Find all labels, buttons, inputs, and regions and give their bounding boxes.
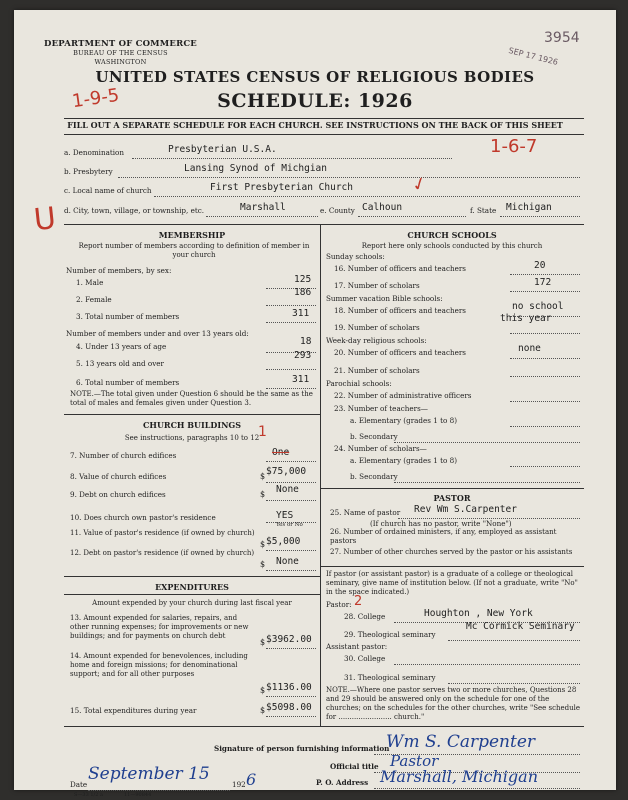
q21-label: 21. Number of scholars <box>334 366 420 375</box>
q8-label: 8. Value of church edifices <box>70 472 167 481</box>
church-name-label: c. Local name of church <box>64 186 152 195</box>
q18-value-line2: this year <box>500 313 552 324</box>
q18-value: no school <box>512 301 564 312</box>
q9-label: 9. Debt on church edifices <box>70 490 166 499</box>
q11-label: 11. Value of pastor's residence (if owned by church) <box>70 529 255 537</box>
college-value: Houghton , New York <box>424 608 533 619</box>
handwritten-code-left: 1-9-5 <box>70 84 121 113</box>
presbytery-label: b. Presbytery <box>64 167 113 176</box>
q15-label: 15. Total expenditures during year <box>70 706 197 715</box>
pastor-note: NOTE.—Where one pastor serves two or more churches, Questions 28 and 29 should be answered only on the schedule for one of the churches; on the schedules for the other churches, write "See schedule for ........................ church." <box>326 686 581 721</box>
q20-label: 20. Number of officers and teachers <box>334 348 466 357</box>
q23a-label: a. Elementary (grades 1 to 8) <box>350 416 457 425</box>
q11-value: $5,000 <box>266 536 301 547</box>
instructions-line: FILL OUT A SEPARATE SCHEDULE FOR EACH CHURCH. SEE INSTRUCTIONS ON THE BACK OF THIS SHEET <box>67 120 563 130</box>
q19-label: 19. Number of scholars <box>334 323 420 332</box>
parochial-label: Parochial schools: <box>326 379 392 388</box>
q1-value: 125 <box>294 274 312 285</box>
q6-value: 311 <box>292 374 310 385</box>
q14-label: 14. Amount expended for benevolences, including home and foreign missions; for denominational support; and for all other purposes <box>70 652 248 678</box>
seminary-value: Mc Cormick Seminary <box>466 621 575 632</box>
q18-label: 18. Number of officers and teachers <box>334 306 466 315</box>
red-check-mark: ✓ <box>408 172 431 197</box>
received-stamp-number: 3954 <box>544 30 580 46</box>
q20-value: none <box>518 343 541 354</box>
form-number: S—33 1/2 a <box>74 792 103 798</box>
q26-label: 26. Number of ordained ministers, if any, employed as assistant pastors <box>330 528 557 545</box>
denomination-label: a. Denomination <box>64 148 124 157</box>
sunday-label: Sunday schools: <box>326 252 385 261</box>
handwritten-code-right: 1-6-7 <box>490 136 538 157</box>
handwritten-two: 2 <box>354 594 363 609</box>
expenditures-sub: Amount expended by your church during last fiscal year <box>92 599 292 607</box>
q14-value: $1136.00 <box>266 682 312 693</box>
q7-value: One <box>272 447 290 458</box>
rule <box>64 134 584 135</box>
q9-value: None <box>276 484 299 495</box>
q28-label: 28. College <box>344 612 386 621</box>
official-title-value: Pastor <box>390 752 439 770</box>
buildings-title: CHURCH BUILDINGS <box>143 420 241 430</box>
department-heading: DEPARTMENT OF COMMERCE BUREAU OF THE CENSUS WASHINGTON <box>44 39 197 66</box>
q31-label: 31. Theological seminary <box>344 673 436 682</box>
q23b-label: b. Secondary <box>350 432 398 441</box>
city-label: d. City, town, village, or township, etc. <box>64 206 205 215</box>
summer-label: Summer vacation Bible schools: <box>326 294 443 303</box>
q17-value: 172 <box>534 277 552 288</box>
schools-intro: Report here only schools conducted by this church <box>361 242 543 250</box>
weekday-label: Week-day religious schools: <box>326 336 427 345</box>
presbytery-value: Lansing Synod of Michgian <box>184 163 327 174</box>
q12-value: None <box>276 556 299 567</box>
q5-value: 293 <box>294 350 312 361</box>
q2-value: 186 <box>294 287 312 298</box>
q13-label: 13. Amount expended for salaries, repairs, and other running expenses; for improvements or new buildings; and for payments on church debt <box>70 614 249 640</box>
schools-title: CHURCH SCHOOLS <box>407 230 497 240</box>
q25-hint: (If church has no pastor, write "None") <box>370 519 512 528</box>
q24b-label: b. Secondary <box>350 472 398 481</box>
received-stamp-date: SEP 17 1926 <box>507 46 559 67</box>
date-label: Date <box>70 780 88 789</box>
po-address-label: P. O. Address <box>316 778 369 787</box>
yes-no-hint: Yes or No <box>276 522 303 528</box>
q30-label: 30. College <box>344 654 386 663</box>
q25-label: 25. Name of pastor <box>330 508 401 517</box>
q27-label: 27. Number of other churches served by the pastor or his assistants <box>330 548 573 556</box>
q24-label: 24. Number of scholars— <box>334 444 427 453</box>
year-digit: 6 <box>246 770 257 789</box>
signature-label: Signature of person furnishing information <box>214 744 390 753</box>
expenditures-title: EXPENDITURES <box>155 582 229 592</box>
schedule-title: SCHEDULE: 1926 <box>217 90 413 112</box>
q6-label: 6. Total number of members <box>76 378 180 387</box>
pastor-sublabel: Pastor: <box>326 600 352 609</box>
city-value: Marshall <box>240 202 286 213</box>
buildings-sub: See instructions, paragraphs 10 to 12 <box>124 434 260 442</box>
q13-value: $3962.00 <box>266 634 312 645</box>
q10-value: YES <box>276 510 294 521</box>
state-value: Michigan <box>506 202 552 213</box>
po-address-value: Marshall, Michigan <box>380 767 538 786</box>
by-sex-label: Number of members, by sex: <box>66 266 172 275</box>
q8-value: $75,000 <box>266 466 307 477</box>
rule <box>64 118 584 119</box>
q17-label: 17. Number of scholars <box>334 281 420 290</box>
membership-intro: Report number of members according to definition of member in your church <box>78 242 310 259</box>
q3-value: 311 <box>292 308 310 319</box>
q24a-label: a. Elementary (grades 1 to 8) <box>350 456 457 465</box>
q1-label: 1. Male <box>76 278 104 287</box>
county-label: e. County <box>320 206 355 215</box>
membership-note: NOTE.—The total given under Question 6 should be the same as the total of males and females given under Question 3. <box>70 390 313 407</box>
year-prefix: 192 <box>232 780 246 789</box>
print-number: 11—90844 <box>124 792 152 798</box>
county-value: Calhoun <box>362 202 403 213</box>
church-name-value: First Presbyterian Church <box>210 182 353 193</box>
handwritten-mark-u: U <box>32 200 58 239</box>
under-over-label: Number of members under and over 13 years old: <box>66 329 249 338</box>
handwritten-one: 1 <box>258 424 267 440</box>
q22-label: 22. Number of administrative officers <box>334 391 472 400</box>
q3-label: 3. Total number of members <box>76 312 180 321</box>
q23-label: 23. Number of teachers— <box>334 404 428 413</box>
form-title: UNITED STATES CENSUS OF RELIGIOUS BODIES <box>95 68 535 86</box>
q2-label: 2. Female <box>76 295 112 304</box>
date-value: September 15 <box>88 764 210 784</box>
q29-label: 29. Theological seminary <box>344 630 436 639</box>
q16-label: 16. Number of officers and teachers <box>334 264 466 273</box>
q7-label: 7. Number of church edifices <box>70 451 177 460</box>
state-label: f. State <box>470 206 497 215</box>
q4-label: 4. Under 13 years of age <box>76 342 167 351</box>
denomination-value: Presbyterian U.S.A. <box>168 144 277 155</box>
q12-label: 12. Debt on pastor's residence (if owned by church) <box>70 549 255 557</box>
membership-title: MEMBERSHIP <box>158 230 226 240</box>
pastor-name-value: Rev Wm S.Carpenter <box>414 504 517 515</box>
q10-label: 10. Does church own pastor's residence <box>70 513 216 522</box>
q16-value: 20 <box>534 260 546 271</box>
q15-value: $5098.00 <box>266 702 312 713</box>
signature-value: Wm S. Carpenter <box>386 732 536 752</box>
official-title-label: Official title <box>330 762 379 771</box>
assistant-pastor-label: Assistant pastor: <box>326 642 388 651</box>
pastor-title: PASTOR <box>433 493 471 503</box>
q5-label: 5. 13 years old and over <box>76 359 164 368</box>
q4-value: 18 <box>300 336 312 347</box>
census-schedule-sheet: DEPARTMENT OF COMMERCE BUREAU OF THE CENSUS WASHINGTON 3954 SEP 17 1926 UNITED STATES CENSUS OF RELIGIOUS BODIES SCHEDULE: 1926 1-9-5 U FILL OUT A SEPARATE SCHEDULE FOR EACH CHURCH. SEE INSTRUCTIONS ON THE BACK OF THIS SHEET a. Denomination Presbyterian U.S.A. 1-6-7 b. Presbytery Lansing Synod of Michgian c. Local name of church First Presbyterian Church ✓ d. City, town, village, or township, etc. Marshall e. County Calhoun f. State Michigan MEMBERSHIP Report number of members according to definition of member in your church Number of members, by sex: 1. Male 125 2. Female 186 3. Total number of members 311 Number of members under and over 13 years old: 4. Under 13 years of age 18 5. 13 years old and over 293 6. Total number of members 311 NOTE.—The total given under Question 6 should be the same as the total of males and females given under Question 3. CHURCH BUILDINGS See instructions, paragraphs 10 to 12 1 7. Number of church edifices One 8. Value of church edifices $ $75,000 9. Debt on church edifices $ None 10. Does church own pastor's residence YES Yes or No 11. Value of pastor's residence (if owned by church) $ $5,000 12. Debt on pastor's residence (if owned by church) $ None EXPENDITURES Amount expended by your church during last fiscal year 13. Amount expended for salaries, repairs, and other running expenses; for improvements or new buildings; and for payments on church debt $ $3962.00 14. Amount expended for benevolences, including home and foreign missions; for denominational support; and for all other purposes $ $1136.00 15. Total expenditures during year $ $5098.00 CHURCH SCHOOLS Report here only schools conducted by this church Sunday schools: 16. Number of officers and teachers 20 17. Number of scholars 172 Summer vacation Bible schools: 18. Number of officers and teachers no school this year 19. Number of scholars Week-day religious schools: 20. Number of officers and teachers none 21. Number of scholars Parochial schools: 22. Number of administrative officers 23. Number of teachers— a. Elementary (grades 1 to 8) b. Secondary 24. Number of scholars— a. Elementary (grades 1 to 8) b. Secondary PASTOR 25. Name of pastor Rev Wm S.Carpenter (If church has no pastor, write "None") 26. Number of ordained ministers, if any, employed as assistant pastors 27. Number of other churches served by the pastor or his assistants If pastor (or assistant pastor) is a graduate of a college or theological seminary, give name of institution below. (If not a graduate, write "No" in the space indicated.) Pastor: 2 28. College Houghton , New York 29. Theological seminary Mc Cormick Seminary Assistant pastor: 30. College 31. Theological seminary NOTE.—Where one pastor serves two or more churches, Questions 28 and 29 should be answered only on the schedule for one of the churches; on the schedules for the other churches, write "See schedule for ........................ church." Signature of person furnishing information Wm S. Carpenter Official title Pastor P. O. Address Marshall, Michigan Date September 15 192 6 S—33 1/2 a 11—90844 <box>14 10 616 790</box>
graduate-note: If pastor (or assistant pastor) is a graduate of a college or theological seminary, give name of institution below. (If not a graduate, write "No" in the space indicated.) <box>326 570 578 596</box>
